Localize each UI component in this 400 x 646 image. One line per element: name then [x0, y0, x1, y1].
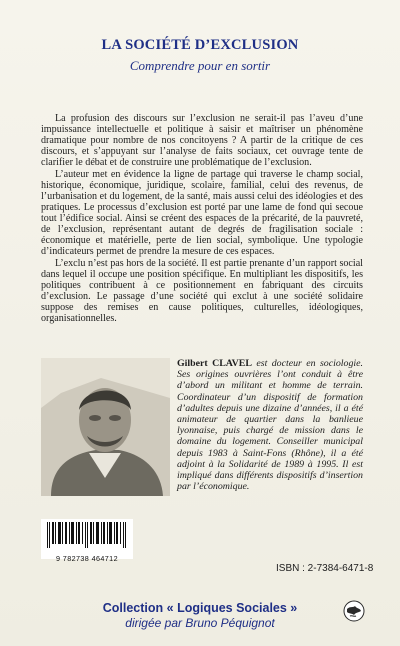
isbn: ISBN : 2-7384-6471-8	[276, 563, 374, 574]
author-bio	[177, 358, 363, 492]
barcode-bars	[47, 522, 127, 548]
author-portrait-illustration	[41, 358, 170, 496]
author-name: Gilbert CLAVEL	[177, 358, 252, 369]
collection-director: dirigée par Bruno Péquignot	[125, 616, 275, 630]
author-bio-text: est docteur en sociologie. Ses origines ouvrières l’ont conduit à être d’abord un militant et homme de terrain. Coordinateur d’un dispositif de formation d’adultes depuis une dizaine d’années, il a été animateur de quartier dans la banlieue lyonnaise, puis chargé de mission dans le domaine du logement. Conseiller municipal depuis 1983 à Saint-Fons (Rhône), il a été adjoint à la Solidarité de 1989 à 1995. Il est impliqué dans différents dispositifs d’insertion par l’économique.	[177, 358, 364, 493]
book-subtitle: Comprendre pour en sortir	[129, 58, 271, 73]
barcode	[41, 519, 133, 563]
book-title: LA SOCIÉTÉ D’EXCLUSION	[101, 37, 299, 53]
publisher-globe-logo	[343, 600, 365, 622]
blurb	[41, 113, 363, 325]
blurb-paragraph-3: L’exclu n’est pas hors de la société. Il est partie prenante d’un rapport social dans lequel il occupe une position spécifique. En multipliant les dispositifs, les politiques contribuent à ce positionnement en fabriquant des circuits d’exclusion. Le passage d’une société qui exclut à une société solidaire suppose des remises en cause politiques, culturelles, idéologiques, organisationnelles.	[41, 258, 363, 324]
author-portrait	[41, 358, 170, 496]
blurb-paragraph-2: L’auteur met en évidence la ligne de partage qui traverse le champ social, historique, économique, juridique, scolaire, familial, celui des revenus, de l’urbanisation et du logement, de la santé, mais aussi celui des idéologies et des pratiques. Le processus d’exclusion est porté par une lame de fond qui secoue tout l’édifice social. Ainsi se créent des espaces de la précarité, de la pauvreté, de l’exclusion, représentant autant de degrés de fragilisation sociale : économique et matérielle, perte de lien social, symbolique. Une typologie d’indicateurs permet de prendre la mesure de ces espaces.	[41, 169, 363, 257]
collection-name: Collection « Logiques Sociales »	[102, 601, 298, 615]
blurb-paragraph-1: La profusion des discours sur l’exclusion ne serait-il pas l’aveu d’une impuissance intellectuelle et politique à saisir et maîtriser un phénomène dramatique pour nombre de nos concitoyens ? A partir de la critique de ces discours, et s’appuyant sur l’analyse de faits sociaux, cet ouvrage tente de clarifier le débat et de construire une problématique de l’exclusion.	[41, 113, 363, 168]
barcode-digits: 9 782738 464712	[56, 554, 118, 563]
